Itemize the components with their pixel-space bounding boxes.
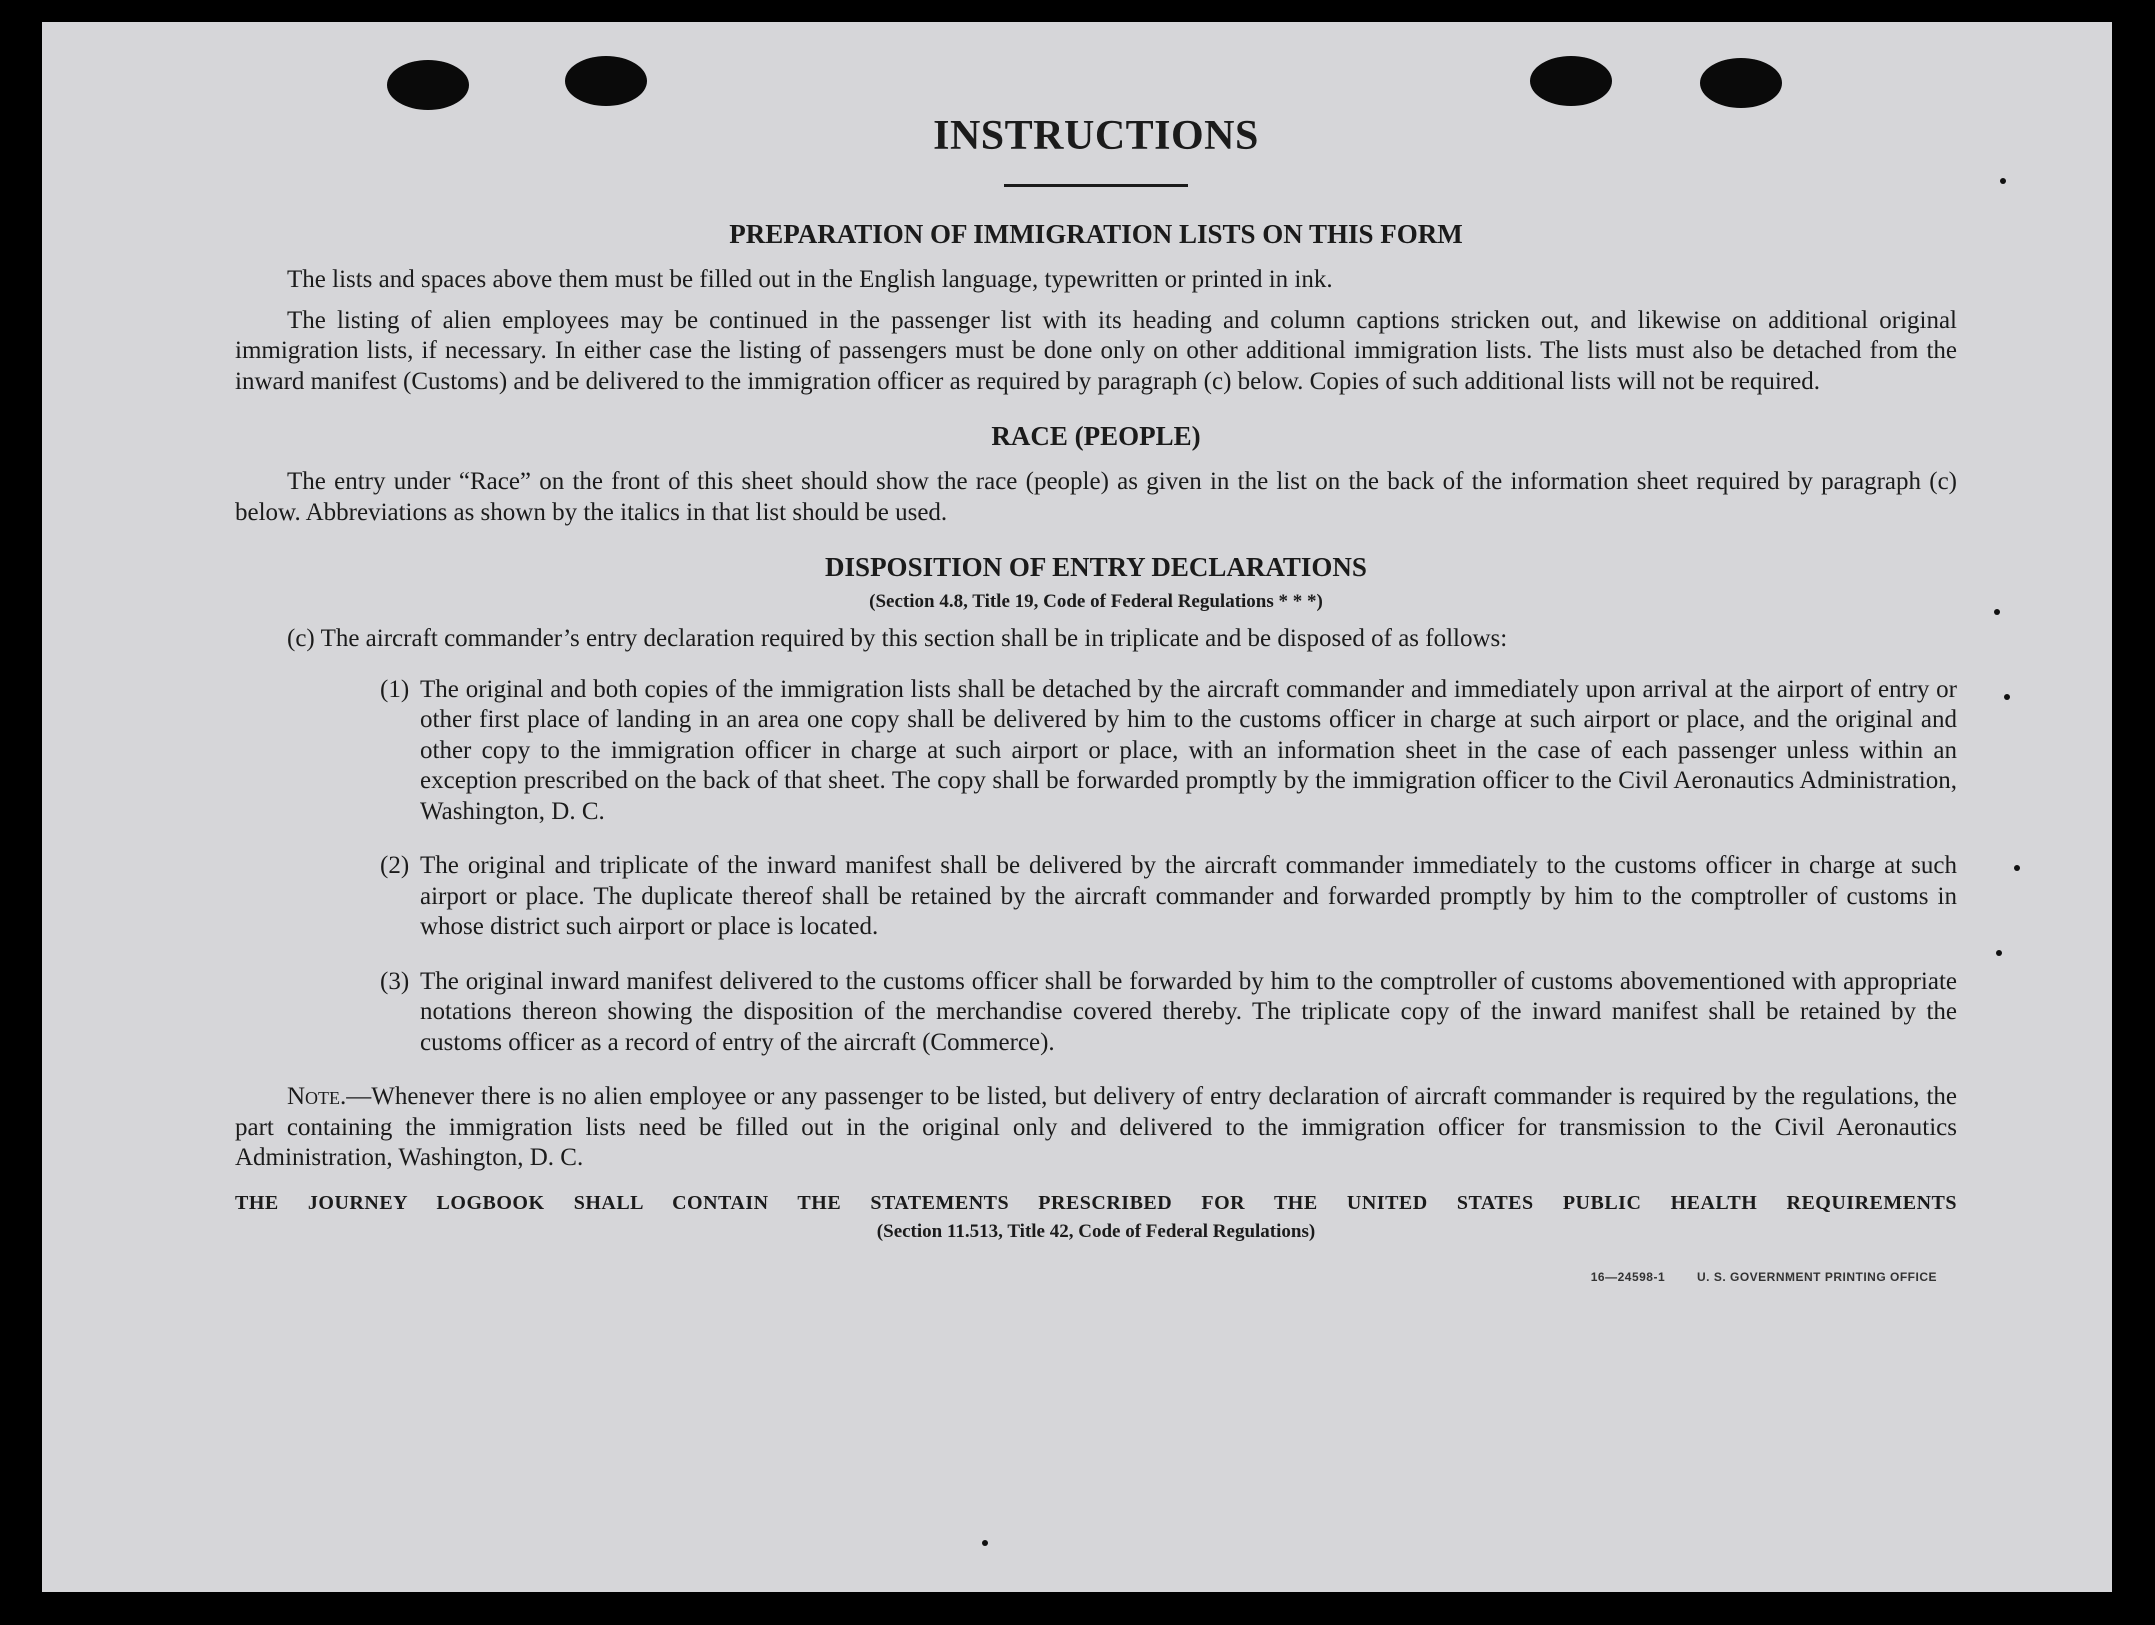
item-text: The original and triplicate of the inward manifest shall be delivered by the aircraft commander immediately to the customs officer in charge at such airport or place. The duplicate thereof shall be retained by the aircraft commander and forwarded promptly by him to the comptroller of customs in whose district such airport or place is located.: [420, 852, 1957, 940]
item-text: The original inward manifest delivered to the customs officer shall be forwarded by him to the comptroller of customs abovementioned with appropriate notations thereon showing the disposition of the merchandise covered thereby. The triplicate copy of the inward manifest shall be retained by the customs officer as a record of entry of the aircraft (Commerce).: [420, 967, 1957, 1056]
note-label: Note.: [287, 1083, 347, 1110]
disposition-heading: DISPOSITION OF ENTRY DECLARATIONS: [825, 552, 1367, 582]
punch-hole: [1700, 58, 1782, 108]
item-number: (2): [380, 852, 410, 879]
paragraph-label: (c): [287, 625, 315, 652]
item-text: The original and both copies of the immigration lists shall be detached by the aircraft commander and immediately upon arrival at the airport of entry or other first place of landing in an area one copy shall be delivered by him to the customs officer in charge at such airport or place, and the original and other copy to the immigration officer in charge at such airport or place, with an information sheet in the case of each passenger unless within an exception prescribed on the back of that sheet. The copy shall be forwarded promptly by the immigration officer to the Civil Aeronautics Administration, Washington, D. C.: [420, 675, 1957, 825]
disposition-intro-text: The aircraft commander’s entry declaration required by this section shall be in triplicate and be disposed of as follows:: [320, 625, 1508, 652]
disposition-item: [235, 851, 1957, 943]
preparation-heading: PREPARATION OF IMMIGRATION LISTS ON THIS FORM: [729, 219, 1463, 249]
document-sheet: [42, 22, 2112, 1592]
preparation-paragraph: The listing of alien employees may be continued in the passenger list with its heading and column captions stricken out, and likewise on additional original immigration lists, if necessary. In either case the listing of passengers must be done only on other additional immigration lists. The lists must also be detached from the inward manifest (Customs) and be delivered to the immigration officer as required by paragraph (c) below. Copies of such additional lists will not be required.: [235, 306, 1957, 395]
disposition-intro: [235, 624, 1957, 655]
form-number: 16—24598-1: [1590, 1269, 1666, 1284]
disposition-item: [235, 967, 1957, 1059]
instructions-content: [235, 110, 1957, 1284]
speck: [2000, 178, 2006, 184]
punch-hole: [1530, 56, 1612, 106]
health-requirements-statement: THE JOURNEY LOGBOOK SHALL CONTAIN THE STATEMENTS PRESCRIBED FOR THE UNITED STATES PUBLIC HEALTH REQUIREMENTS: [235, 1191, 1957, 1214]
speck: [1996, 950, 2002, 956]
punch-hole: [387, 60, 469, 110]
race-paragraph: The entry under “Race” on the front of this sheet should show the race (people) as given in the list on the back of the information sheet required by paragraph (c) below. Abbreviations as shown by the italics in that list should be used.: [235, 468, 1957, 526]
note-text: —Whenever there is no alien employee or any passenger to be listed, but delivery of entry declaration of aircraft commander is required by the regulations, the part containing the immigration lists need be filled out in the original only and delivered to the immigration officer for transmission to the Civil Aeronautics Administration, Washington, D. C.: [235, 1083, 1957, 1171]
speck: [2004, 694, 2010, 700]
speck: [1994, 609, 2000, 615]
disposition-item: [235, 675, 1957, 828]
printer-imprint: [235, 1270, 1957, 1284]
printing-office: U. S. GOVERNMENT PRINTING OFFICE: [1696, 1269, 1937, 1284]
page-title: INSTRUCTIONS: [933, 113, 1259, 159]
speck: [982, 1540, 988, 1546]
item-number: (1): [380, 675, 410, 703]
race-heading: RACE (PEOPLE): [991, 421, 1201, 451]
item-number: (3): [380, 967, 410, 995]
preparation-paragraph: The lists and spaces above them must be filled out in the English language, typewritten or printed in ink.: [287, 266, 1333, 293]
health-requirements-citation: (Section 11.513, Title 42, Code of Federal Regulations): [876, 1220, 1316, 1242]
note-paragraph: [235, 1082, 1957, 1174]
punch-hole: [565, 56, 647, 106]
title-rule: [1004, 184, 1188, 187]
disposition-citation: (Section 4.8, Title 19, Code of Federal Regulations * * *): [869, 591, 1323, 612]
speck: [2014, 865, 2020, 871]
